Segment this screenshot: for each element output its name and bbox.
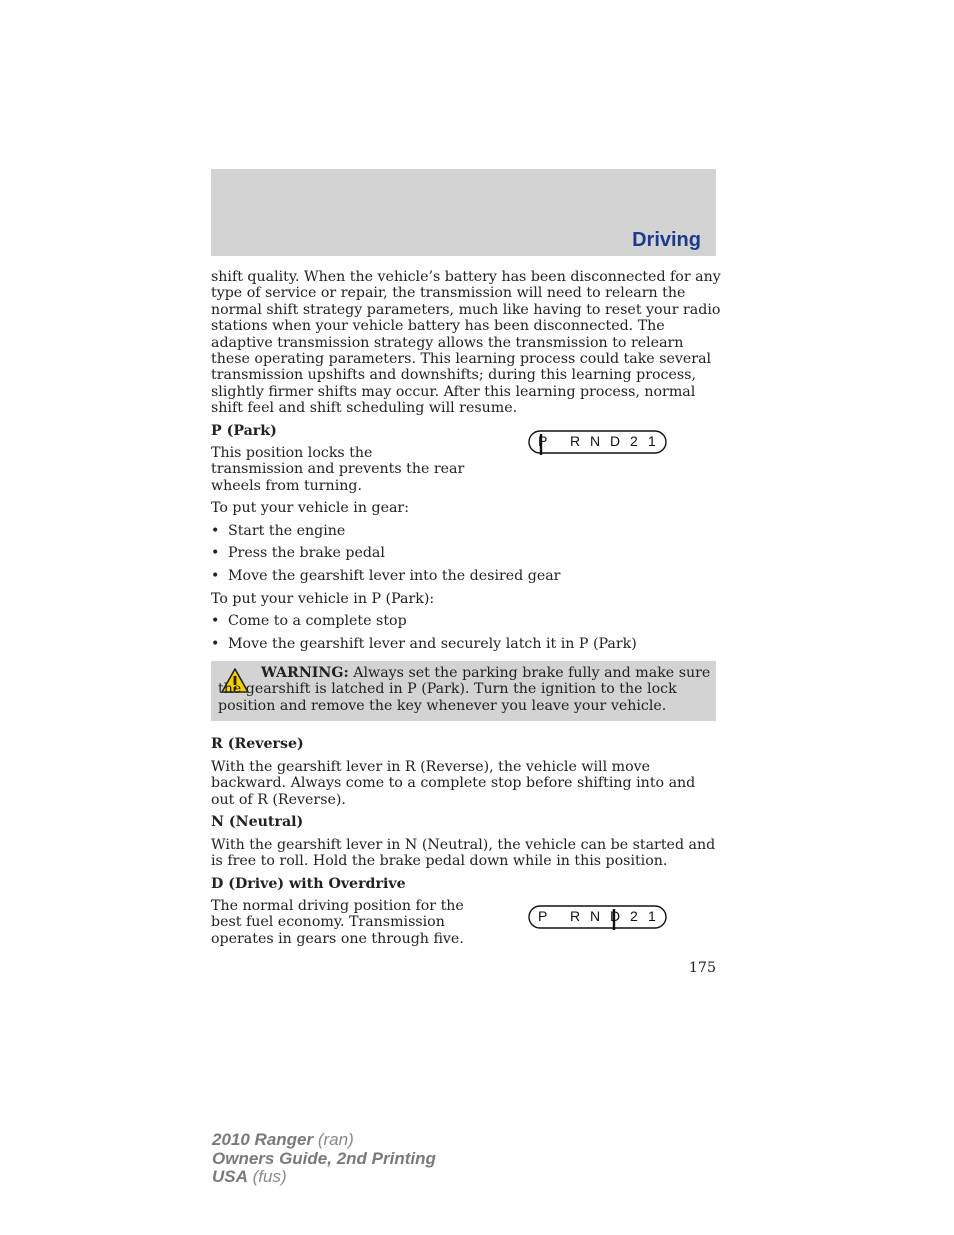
- neutral-body: With the gearshift lever in N (Neutral), the vehicle can be started and is free to roll. Hold the brake pedal down while in this position.: [211, 837, 716, 870]
- reverse-body: With the gearshift lever in R (Reverse), the vehicle will move backward. Always come to a complete stop before shifting into and out of R (Reverse).: [211, 759, 696, 808]
- gear-letter-r: R: [570, 433, 581, 449]
- footer-model: 2010 Ranger: [212, 1130, 314, 1149]
- footer-market: USA: [212, 1167, 248, 1186]
- warning-text: [218, 665, 714, 714]
- footer-imprint: [212, 1131, 436, 1187]
- warning-label: WARNING:: [261, 665, 349, 681]
- section-header-band: [211, 169, 716, 256]
- drive-body: The normal driving position for the best fuel economy. Transmission operates in gears one through five.: [211, 898, 464, 947]
- gear-letter-d: D: [610, 908, 621, 924]
- gear-letter-p: P: [538, 908, 548, 924]
- gear-letter-1: 1: [648, 433, 656, 449]
- park-heading: P (Park): [211, 423, 277, 439]
- gear-letter-2: 2: [630, 908, 638, 924]
- footer-model-code: (ran): [313, 1130, 354, 1149]
- gear-letter-p: P: [538, 433, 548, 449]
- gear-letter-r: R: [570, 908, 581, 924]
- in-park-lead: To put your vehicle in P (Park):: [211, 591, 435, 607]
- gear-letter-n: N: [590, 433, 601, 449]
- section-title: Driving: [632, 229, 701, 251]
- footer-printing: Owners Guide, 2nd Printing: [212, 1148, 436, 1168]
- footer-market-code: (fus): [247, 1167, 287, 1186]
- gear-letter-n: N: [590, 908, 601, 924]
- page-number: 175: [688, 960, 716, 976]
- in-gear-lead: To put your vehicle in gear:: [211, 500, 409, 516]
- intro-paragraph: shift quality. When the vehicle’s battery has been disconnected for any type of service or repair, the transmission will need to relearn the normal shift strategy parameters, much like having to reset your radio stations when your vehicle battery has been disconnected. The adaptive transmission strategy allows the transmission to relearn these operating parameters. This learning process could take several transmission upshifts and downshifts; during this learning process, slightly firmer shifts may occur. After this learning process, normal shift feel and shift scheduling will resume.: [211, 269, 721, 417]
- gear-letters-drive: [528, 905, 668, 931]
- park-body: This position locks the transmission and prevents the rear wheels from turning.: [211, 445, 465, 494]
- gear-letter-1: 1: [648, 908, 656, 924]
- warning-message: Always set the parking brake fully and make sure the gearshift is latched in P (Park). Turn the ignition to the lock position and remove the key whenever you leave your vehicle.: [218, 665, 711, 714]
- drive-heading: D (Drive) with Overdrive: [211, 876, 406, 892]
- gear-letters-park: [528, 430, 668, 456]
- neutral-heading: N (Neutral): [211, 814, 304, 830]
- warning-box: [211, 661, 716, 721]
- gear-letter-d: D: [610, 433, 621, 449]
- gear-letter-2: 2: [630, 433, 638, 449]
- reverse-heading: R (Reverse): [211, 736, 304, 752]
